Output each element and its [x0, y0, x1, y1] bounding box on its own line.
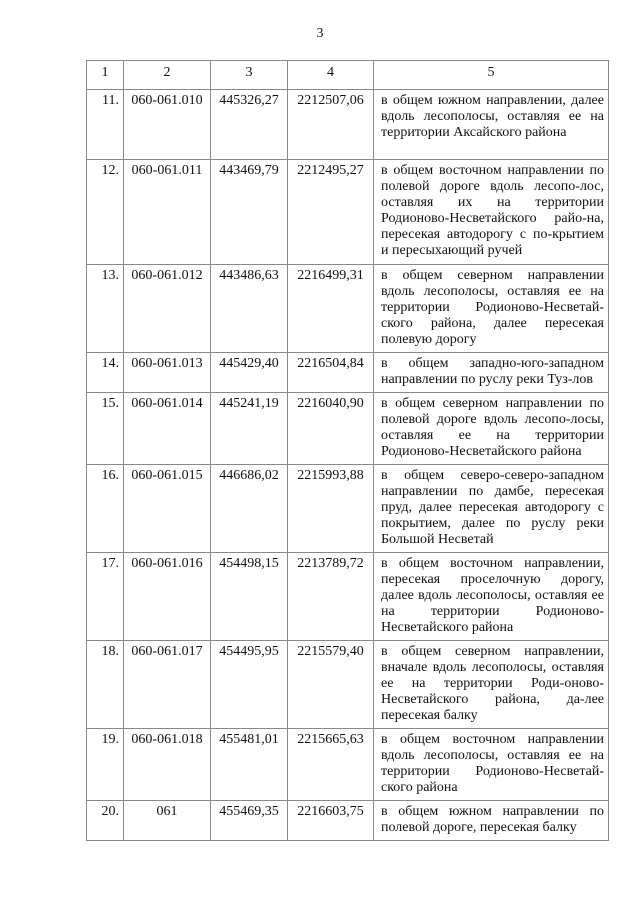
coordinate-y: 2212495,27 — [297, 163, 364, 178]
coordinate-y-cell — [288, 393, 374, 465]
boundary-description: в общем северном направлении по полевой дороге вдоль лесопо-лосы, оставляя ее на территории Родионово-Несветайского района — [381, 396, 604, 459]
point-code-cell — [124, 160, 211, 265]
boundary-description-cell — [374, 553, 609, 641]
row-number-cell — [87, 393, 124, 465]
boundary-description: в общем восточном направлении, пересекая проселочную дорогу, далее вдоль лесополосы, оставляя ее на территории Родионово-Несветайского района — [381, 556, 604, 635]
point-code-cell — [124, 353, 211, 393]
coordinate-x-cell — [211, 160, 288, 265]
coordinate-y-cell — [288, 353, 374, 393]
row-number: 20. — [101, 804, 119, 819]
boundary-description-cell — [374, 265, 609, 353]
point-code-cell — [124, 265, 211, 353]
row-number-cell — [87, 465, 124, 553]
table-row — [87, 801, 609, 841]
boundary-description-cell — [374, 729, 609, 801]
table-row — [87, 160, 609, 265]
boundary-points-table — [86, 60, 609, 841]
coordinate-y-cell — [288, 465, 374, 553]
point-code-cell — [124, 90, 211, 160]
boundary-description-cell — [374, 393, 609, 465]
header-col-3: 3 — [211, 61, 288, 90]
coordinate-x: 454498,15 — [219, 556, 279, 571]
table-body — [87, 90, 609, 841]
boundary-description: в общем южном направлении, далее вдоль лесополосы, оставляя ее на территории Аксайского района — [381, 93, 604, 140]
point-code: 060-061.012 — [131, 268, 203, 283]
coordinate-y: 2216040,90 — [297, 396, 364, 411]
boundary-description: в общем северном направлении, вначале вдоль лесополосы, оставляя ее на территории Роди-оново-Несветайского района, да-лее пересекая балку — [381, 644, 604, 723]
row-number-cell — [87, 353, 124, 393]
coordinate-x: 445429,40 — [219, 356, 279, 371]
page-number: 3 — [316, 26, 324, 41]
coordinate-x: 445241,19 — [219, 396, 279, 411]
coordinate-y: 2215993,88 — [297, 468, 364, 483]
coordinate-x-cell — [211, 265, 288, 353]
table-row — [87, 465, 609, 553]
point-code-cell — [124, 465, 211, 553]
coordinate-y-cell — [288, 801, 374, 841]
coordinate-x: 445326,27 — [219, 93, 279, 108]
boundary-description-cell — [374, 353, 609, 393]
point-code: 060-061.014 — [131, 396, 203, 411]
coordinate-y: 2212507,06 — [297, 93, 364, 108]
table-header — [87, 61, 609, 90]
coordinate-y-cell — [288, 729, 374, 801]
row-number-cell — [87, 160, 124, 265]
coordinate-y: 2215665,63 — [297, 732, 364, 747]
coordinate-y: 2213789,72 — [297, 556, 364, 571]
point-code-cell — [124, 553, 211, 641]
point-code-cell — [124, 729, 211, 801]
coordinate-x-cell — [211, 353, 288, 393]
point-code: 060-061.018 — [131, 732, 203, 747]
coordinate-y-cell — [288, 265, 374, 353]
coordinate-x: 454495,95 — [219, 644, 279, 659]
header-col-4: 4 — [288, 61, 374, 90]
row-number: 19. — [101, 732, 119, 747]
table-row — [87, 90, 609, 160]
row-number: 18. — [101, 644, 119, 659]
coordinate-x-cell — [211, 729, 288, 801]
boundary-description: в общем северо-северо-западном направлении по дамбе, пересекая пруд, далее пересекая автодорогу с покрытием, далее по руслу реки Большой Несветай — [381, 468, 604, 547]
coordinate-y-cell — [288, 160, 374, 265]
boundary-description-cell — [374, 641, 609, 729]
point-code-cell — [124, 641, 211, 729]
point-code: 060-061.015 — [131, 468, 203, 483]
row-number-cell — [87, 729, 124, 801]
coordinate-x-cell — [211, 465, 288, 553]
row-number: 16. — [101, 468, 119, 483]
coordinate-y: 2215579,40 — [297, 644, 364, 659]
coordinate-x: 455469,35 — [219, 804, 279, 819]
coordinate-x-cell — [211, 553, 288, 641]
coordinate-x-cell — [211, 641, 288, 729]
point-code: 060-061.010 — [131, 93, 203, 108]
table-row — [87, 641, 609, 729]
point-code: 060-061.013 — [131, 356, 203, 371]
coordinate-x-cell — [211, 393, 288, 465]
row-number-cell — [87, 641, 124, 729]
coordinate-y-cell — [288, 641, 374, 729]
coordinate-x-cell — [211, 801, 288, 841]
row-number: 11. — [102, 93, 119, 108]
point-code: 060-061.016 — [131, 556, 203, 571]
boundary-description: в общем восточном направлении вдоль лесополосы, оставляя ее на территории Родионово-Несветай-ского района — [381, 732, 604, 795]
boundary-description-cell — [374, 160, 609, 265]
coordinate-x: 446686,02 — [219, 468, 279, 483]
coordinate-x: 455481,01 — [219, 732, 279, 747]
boundary-description-cell — [374, 90, 609, 160]
row-number: 14. — [101, 356, 119, 371]
header-col-2: 2 — [124, 61, 211, 90]
boundary-description-cell — [374, 465, 609, 553]
row-number: 17. — [101, 556, 119, 571]
boundary-description-cell — [374, 801, 609, 841]
point-code: 060-061.011 — [131, 163, 203, 178]
boundary-description: в общем южном направлении по полевой дороге, пересекая балку — [381, 804, 604, 835]
coordinate-y: 2216504,84 — [297, 356, 364, 371]
point-code: 061 — [156, 804, 178, 819]
table-row — [87, 353, 609, 393]
coordinate-y-cell — [288, 90, 374, 160]
header-col-5: 5 — [374, 61, 609, 90]
header-col-1: 1 — [87, 61, 124, 90]
coordinate-y: 2216603,75 — [297, 804, 364, 819]
row-number: 15. — [101, 396, 119, 411]
row-number-cell — [87, 801, 124, 841]
boundary-description: в общем западно-юго-западном направлении по руслу реки Туз-лов — [381, 356, 604, 387]
row-number-cell — [87, 265, 124, 353]
coordinate-y-cell — [288, 553, 374, 641]
point-code-cell — [124, 393, 211, 465]
coordinate-y: 2216499,31 — [297, 268, 364, 283]
point-code: 060-061.017 — [131, 644, 203, 659]
row-number-cell — [87, 553, 124, 641]
table-row — [87, 553, 609, 641]
coordinate-x-cell — [211, 90, 288, 160]
table-row — [87, 729, 609, 801]
table-row — [87, 265, 609, 353]
boundary-description: в общем северном направлении вдоль лесополосы, оставляя ее на территории Родионово-Несветай-ского района, далее пересекая полевую дорогу — [381, 268, 604, 347]
coordinate-x: 443469,79 — [219, 163, 279, 178]
row-number-cell — [87, 90, 124, 160]
header-row — [87, 61, 609, 90]
table-row — [87, 393, 609, 465]
boundary-description: в общем восточном направлении по полевой дороге вдоль лесопо-лос, оставляя их на территории Родионово-Несветайского райо-на, пересекая автодорогу с по-крытием и пересыхающий ручей — [381, 163, 604, 258]
row-number: 13. — [101, 268, 119, 283]
row-number: 12. — [101, 163, 119, 178]
point-code-cell — [124, 801, 211, 841]
coordinate-x: 443486,63 — [219, 268, 279, 283]
